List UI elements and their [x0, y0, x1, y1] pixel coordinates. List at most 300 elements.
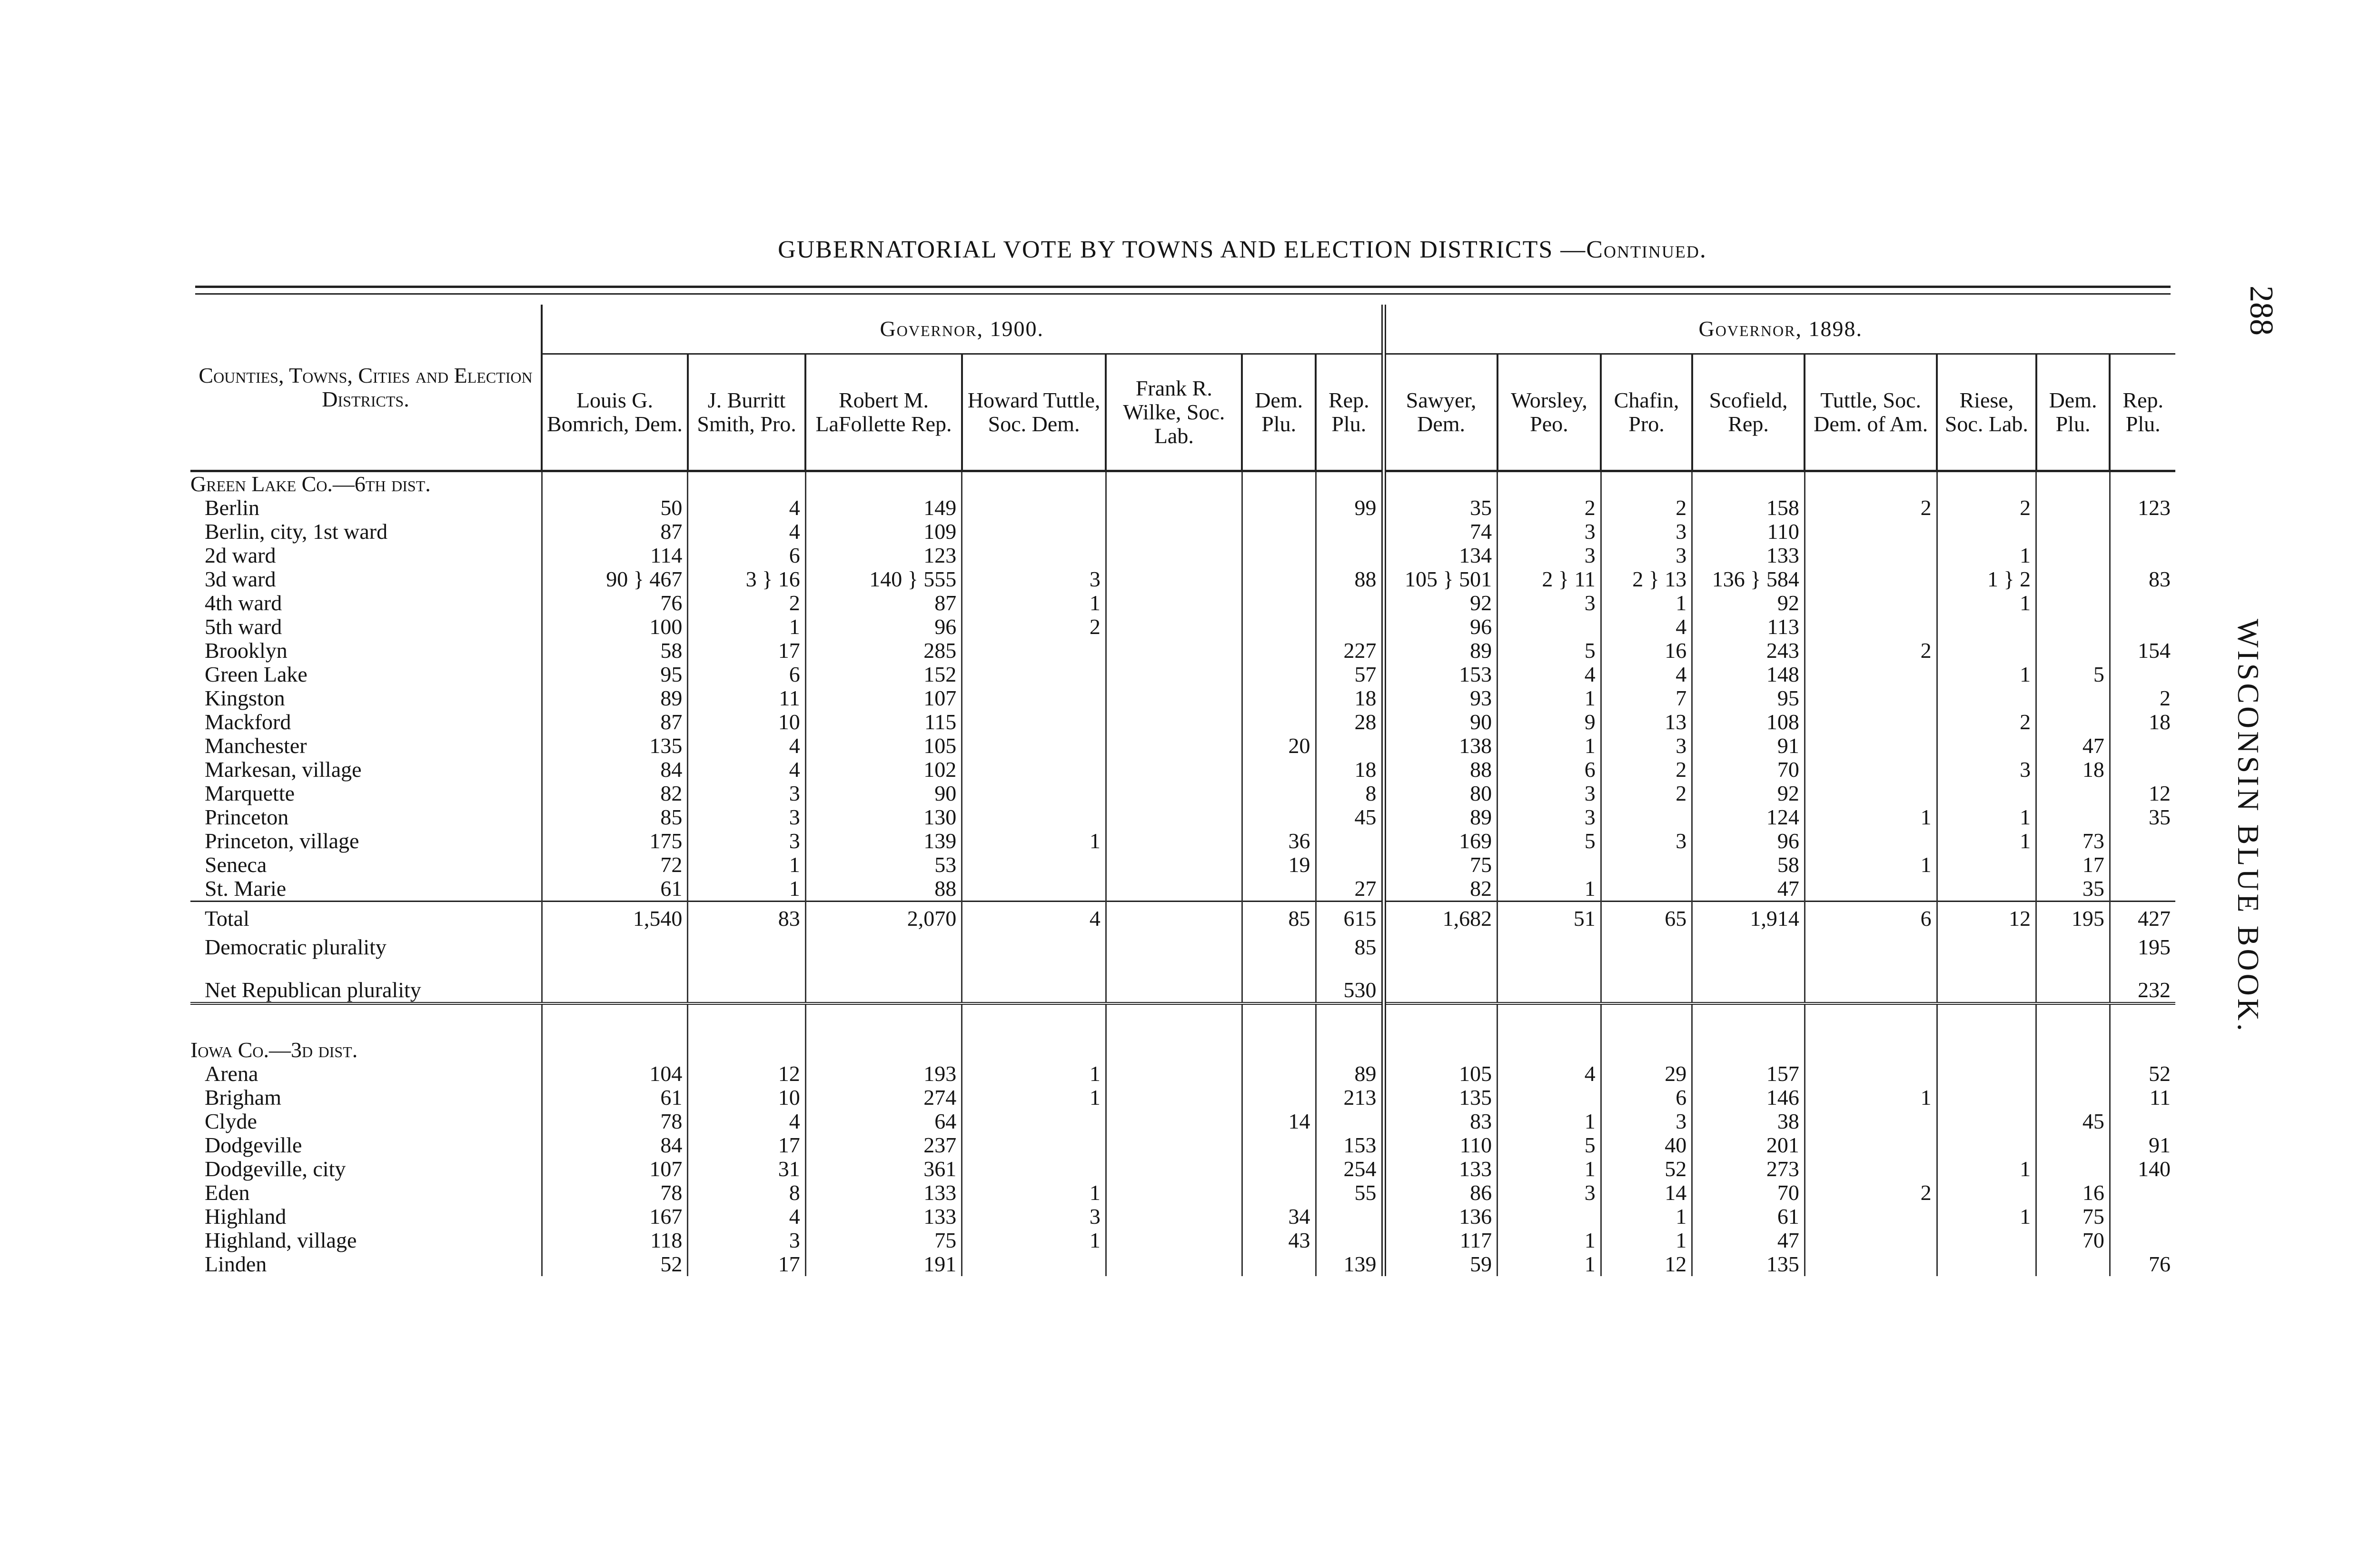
vote-cell	[962, 1133, 1106, 1157]
vote-cell: 38	[1692, 1110, 1805, 1133]
vote-cell: 153	[1384, 663, 1497, 686]
table-row	[190, 1038, 2175, 1062]
vote-cell	[1384, 471, 1497, 496]
vote-cell: 158	[1692, 496, 1805, 520]
vote-cell	[1937, 686, 2036, 710]
vote-cell	[2036, 1252, 2110, 1276]
vote-cell	[805, 471, 962, 496]
vote-cell: 274	[805, 1086, 962, 1110]
vote-cell	[1497, 1205, 1601, 1229]
vote-cell: 124	[1692, 805, 1805, 829]
vote-cell: 13	[1601, 710, 1692, 734]
vote-cell: 11	[2110, 1086, 2175, 1110]
vote-cell: 152	[805, 663, 962, 686]
vote-cell: 70	[1692, 1181, 1805, 1205]
vote-cell	[1692, 935, 1805, 959]
vote-cell: 530	[1316, 978, 1383, 1003]
vote-cell: 4	[1497, 1062, 1601, 1086]
vote-cell: 1	[1497, 734, 1601, 758]
vote-cell	[2036, 520, 2110, 544]
vote-cell	[542, 978, 688, 1003]
vote-cell: 29	[1601, 1062, 1692, 1086]
vote-cell: 89	[542, 686, 688, 710]
vote-cell: 6	[1497, 758, 1601, 782]
vote-cell: 35	[2110, 805, 2175, 829]
vote-cell	[962, 520, 1106, 544]
vote-cell: 1	[1601, 1205, 1692, 1229]
vote-cell: 133	[805, 1181, 962, 1205]
table-row	[190, 758, 2175, 782]
vote-cell: 1	[1937, 1157, 2036, 1181]
vote-cell	[962, 1110, 1106, 1133]
vote-cell	[1805, 544, 1937, 567]
vote-cell: 4	[1497, 663, 1601, 686]
vote-cell: 74	[1384, 520, 1497, 544]
vote-cell	[962, 471, 1106, 496]
table-row	[190, 1110, 2175, 1133]
vote-cell	[2110, 1229, 2175, 1252]
vote-cell: 110	[1384, 1133, 1497, 1157]
vote-cell	[962, 544, 1106, 567]
vote-cell	[1106, 591, 1242, 615]
vote-cell	[1106, 1110, 1242, 1133]
column-header: Dem. Plu.	[2036, 354, 2110, 471]
vote-cell	[1805, 663, 1937, 686]
vote-cell	[688, 959, 805, 978]
vote-cell: 3	[1601, 544, 1692, 567]
vote-cell: 6	[1805, 902, 1937, 936]
vote-cell: 83	[688, 902, 805, 936]
vote-cell: 427	[2110, 902, 2175, 936]
vote-cell: 76	[2110, 1252, 2175, 1276]
vote-cell	[1601, 978, 1692, 1003]
vote-cell	[2036, 1133, 2110, 1157]
vote-cell: 107	[542, 1157, 688, 1181]
vote-cell: 3	[1497, 520, 1601, 544]
header-group-1900: Governor, 1900.	[542, 305, 1384, 354]
vote-cell: 51	[1497, 902, 1601, 936]
vote-cell: 2	[1805, 496, 1937, 520]
vote-cell: 91	[2110, 1133, 2175, 1157]
vote-cell	[1106, 978, 1242, 1003]
row-label: 2d ward	[205, 543, 276, 567]
vote-cell	[1937, 782, 2036, 805]
vote-cell: 1	[1601, 1229, 1692, 1252]
vote-cell: 31	[688, 1157, 805, 1181]
vote-cell: 1	[962, 1062, 1106, 1086]
vote-cell: 6	[1601, 1086, 1692, 1110]
vote-cell: 169	[1384, 829, 1497, 853]
vote-cell: 134	[1384, 544, 1497, 567]
vote-cell	[1497, 1003, 1601, 1038]
vote-cell: 193	[805, 1062, 962, 1086]
column-header: Robert M. LaFollette Rep.	[805, 354, 962, 471]
vote-cell	[2036, 1062, 2110, 1086]
page-number: 288	[2243, 286, 2280, 336]
vote-cell: 2	[1601, 782, 1692, 805]
vote-cell: 45	[1316, 805, 1383, 829]
vote-cell	[2110, 1003, 2175, 1038]
vote-cell: 18	[1316, 758, 1383, 782]
vote-cell	[1937, 1062, 2036, 1086]
vote-cell: 4	[688, 520, 805, 544]
vote-cell	[1805, 1133, 1937, 1157]
vote-cell	[962, 1252, 1106, 1276]
vote-cell: 52	[1601, 1157, 1692, 1181]
vote-cell: 153	[1316, 1133, 1383, 1157]
vote-cell	[1316, 1003, 1383, 1038]
row-label	[190, 1003, 542, 1038]
vote-cell: 2	[962, 615, 1106, 639]
vote-cell	[1316, 544, 1383, 567]
vote-cell	[1805, 1252, 1937, 1276]
vote-cell: 1	[962, 829, 1106, 853]
vote-cell: 1	[1937, 829, 2036, 853]
column-header: Chafin, Pro.	[1601, 354, 1692, 471]
vote-cell	[2110, 959, 2175, 978]
vote-cell	[1692, 1003, 1805, 1038]
vote-cell: 3	[1601, 520, 1692, 544]
table-row	[190, 1003, 2175, 1038]
vote-cell: 3	[1937, 758, 2036, 782]
vote-cell	[1106, 1157, 1242, 1181]
vote-cell	[1805, 1229, 1937, 1252]
header-first: Counties, Towns, Cities and Election Districts.	[198, 363, 533, 411]
vote-cell: 1	[1497, 1229, 1601, 1252]
vote-cell: 87	[542, 710, 688, 734]
vote-cell: 123	[2110, 496, 2175, 520]
vote-cell: 18	[2110, 710, 2175, 734]
vote-cell: 12	[688, 1062, 805, 1086]
vote-cell: 86	[1384, 1181, 1497, 1205]
table-row	[190, 1181, 2175, 1205]
vote-cell: 5	[2036, 663, 2110, 686]
vote-cell: 16	[2036, 1181, 2110, 1205]
vote-cell	[1316, 1205, 1383, 1229]
vote-cell: 117	[1384, 1229, 1497, 1252]
vote-cell	[962, 1003, 1106, 1038]
vote-cell	[1497, 935, 1601, 959]
vote-cell: 1	[1497, 686, 1601, 710]
vote-table	[190, 305, 2175, 1276]
column-header: Howard Tuttle, Soc. Dem.	[962, 354, 1106, 471]
vote-cell: 28	[1316, 710, 1383, 734]
vote-cell	[1242, 1133, 1316, 1157]
row-label: 4th ward	[205, 591, 282, 615]
vote-cell: 139	[805, 829, 962, 853]
table-row	[190, 1229, 2175, 1252]
vote-cell: 100	[542, 615, 688, 639]
vote-cell	[688, 1038, 805, 1062]
vote-cell: 76	[542, 591, 688, 615]
row-label: 5th ward	[205, 614, 282, 639]
vote-cell: 2	[2110, 686, 2175, 710]
vote-cell: 157	[1692, 1062, 1805, 1086]
vote-cell: 3	[1497, 591, 1601, 615]
row-label: Arena	[205, 1061, 258, 1086]
vote-cell: 96	[1384, 615, 1497, 639]
row-label: Democratic plurality	[205, 935, 387, 959]
vote-cell: 72	[542, 853, 688, 877]
vote-cell	[2036, 1038, 2110, 1062]
vote-cell: 135	[1692, 1252, 1805, 1276]
vote-cell: 84	[542, 1133, 688, 1157]
vote-cell	[1106, 471, 1242, 496]
vote-cell	[962, 853, 1106, 877]
table-row	[190, 663, 2175, 686]
row-label: Brooklyn	[205, 638, 288, 663]
vote-cell: 84	[542, 758, 688, 782]
vote-cell: 1	[688, 853, 805, 877]
vote-cell: 92	[1692, 782, 1805, 805]
vote-cell	[2110, 471, 2175, 496]
vote-cell	[1106, 959, 1242, 978]
vote-cell	[1805, 978, 1937, 1003]
vote-cell: 4	[688, 758, 805, 782]
vote-cell	[1106, 1205, 1242, 1229]
vote-cell: 64	[805, 1110, 962, 1133]
vote-cell	[1805, 877, 1937, 902]
vote-cell: 3	[1497, 1181, 1601, 1205]
vote-cell	[2036, 471, 2110, 496]
vote-cell: 285	[805, 639, 962, 663]
vote-cell: 110	[1692, 520, 1805, 544]
vote-cell	[2110, 591, 2175, 615]
vote-cell	[962, 1038, 1106, 1062]
vote-cell	[1497, 1038, 1601, 1062]
vote-cell	[2110, 758, 2175, 782]
table-row	[190, 1086, 2175, 1110]
vote-cell	[1242, 1157, 1316, 1181]
vote-cell	[1106, 663, 1242, 686]
vote-cell: 12	[2110, 782, 2175, 805]
column-header: Scofield, Rep.	[1692, 354, 1805, 471]
vote-cell	[1106, 1062, 1242, 1086]
vote-cell	[1805, 959, 1937, 978]
vote-cell	[2110, 734, 2175, 758]
vote-cell	[1937, 978, 2036, 1003]
table-row	[190, 686, 2175, 710]
vote-cell: 73	[2036, 829, 2110, 853]
vote-cell	[1242, 686, 1316, 710]
vote-cell: 20	[1242, 734, 1316, 758]
vote-cell: 4	[688, 496, 805, 520]
vote-cell	[2036, 591, 2110, 615]
vote-cell: 8	[1316, 782, 1383, 805]
vote-cell	[1937, 853, 2036, 877]
title-rule-2	[195, 293, 2171, 295]
vote-cell: 1,682	[1384, 902, 1497, 936]
vote-cell: 105 } 501	[1384, 567, 1497, 591]
vote-cell: 18	[1316, 686, 1383, 710]
vote-cell	[1106, 935, 1242, 959]
vote-cell	[1316, 829, 1383, 853]
vote-cell: 61	[542, 1086, 688, 1110]
vote-cell	[1106, 567, 1242, 591]
vote-cell: 154	[2110, 639, 2175, 663]
vote-cell	[1692, 978, 1805, 1003]
vote-cell: 2	[1497, 496, 1601, 520]
table-row	[190, 829, 2175, 853]
vote-cell	[1497, 978, 1601, 1003]
vote-cell	[2036, 544, 2110, 567]
vote-cell	[1106, 1229, 1242, 1252]
vote-cell: 89	[1316, 1062, 1383, 1086]
vote-cell: 243	[1692, 639, 1805, 663]
vote-cell	[1937, 639, 2036, 663]
vote-cell	[1937, 1133, 2036, 1157]
vote-cell	[1242, 591, 1316, 615]
vote-cell	[962, 935, 1106, 959]
vote-cell	[962, 978, 1106, 1003]
vote-cell: 107	[805, 686, 962, 710]
row-label: Highland, village	[205, 1228, 357, 1252]
vote-cell: 123	[805, 544, 962, 567]
vote-cell	[2110, 829, 2175, 853]
vote-cell: 17	[688, 1252, 805, 1276]
vote-cell: 9	[1497, 710, 1601, 734]
vote-cell	[805, 935, 962, 959]
vote-cell: 55	[1316, 1181, 1383, 1205]
table-row	[190, 471, 2175, 496]
table-row	[190, 520, 2175, 544]
vote-cell	[1106, 496, 1242, 520]
vote-cell: 4	[688, 734, 805, 758]
row-label: Dodgeville, city	[205, 1157, 346, 1181]
row-label: Princeton	[205, 805, 289, 829]
vote-cell	[2110, 544, 2175, 567]
vote-cell: 58	[1692, 853, 1805, 877]
vote-cell: 88	[1316, 567, 1383, 591]
vote-cell	[2110, 877, 2175, 902]
vote-cell: 615	[1316, 902, 1383, 936]
vote-cell: 114	[542, 544, 688, 567]
vote-cell: 1	[1937, 805, 2036, 829]
vote-cell: 3	[1601, 829, 1692, 853]
vote-cell: 52	[542, 1252, 688, 1276]
vote-cell: 88	[1384, 758, 1497, 782]
vote-cell	[1316, 1038, 1383, 1062]
vote-cell: 146	[1692, 1086, 1805, 1110]
title-suffix: —Continued.	[1560, 236, 1707, 263]
vote-cell: 140	[2110, 1157, 2175, 1181]
vote-cell	[1497, 615, 1601, 639]
table-row	[190, 544, 2175, 567]
vote-cell	[688, 1003, 805, 1038]
vote-cell: 92	[1692, 591, 1805, 615]
table-row	[190, 567, 2175, 591]
vote-cell	[2036, 805, 2110, 829]
row-label: St. Marie	[205, 876, 287, 901]
vote-cell	[1106, 544, 1242, 567]
vote-cell	[1242, 1086, 1316, 1110]
vote-cell	[1316, 1110, 1383, 1133]
vote-cell	[1805, 1205, 1937, 1229]
row-label: Net Republican plurality	[205, 978, 421, 1002]
row-label: Highland	[205, 1204, 287, 1229]
vote-cell: 133	[805, 1205, 962, 1229]
vote-cell	[2110, 663, 2175, 686]
vote-cell	[962, 1157, 1106, 1181]
vote-cell: 40	[1601, 1133, 1692, 1157]
table-row	[190, 1133, 2175, 1157]
vote-cell: 85	[542, 805, 688, 829]
vote-cell: 12	[1601, 1252, 1692, 1276]
vote-cell	[1805, 710, 1937, 734]
column-header: Riese, Soc. Lab.	[1937, 354, 2036, 471]
column-header: Sawyer, Dem.	[1384, 354, 1497, 471]
vote-cell: 108	[1692, 710, 1805, 734]
vote-cell	[1384, 1038, 1497, 1062]
table-row	[190, 1062, 2175, 1086]
vote-cell: 17	[688, 1133, 805, 1157]
vote-cell: 16	[1601, 639, 1692, 663]
vote-cell: 2	[688, 591, 805, 615]
vote-cell: 14	[1601, 1181, 1692, 1205]
vote-cell	[1937, 615, 2036, 639]
vote-cell	[1497, 1086, 1601, 1110]
vote-cell	[1601, 1003, 1692, 1038]
row-label: Kingston	[205, 686, 285, 710]
vote-cell: 93	[1384, 686, 1497, 710]
vote-cell	[2110, 1205, 2175, 1229]
vote-cell: 1	[962, 591, 1106, 615]
vote-cell	[2036, 935, 2110, 959]
vote-cell	[962, 686, 1106, 710]
vote-cell: 130	[805, 805, 962, 829]
vote-cell: 1	[962, 1181, 1106, 1205]
vote-cell	[1601, 959, 1692, 978]
vote-cell	[1601, 853, 1692, 877]
vote-cell	[542, 1038, 688, 1062]
vote-cell: 91	[1692, 734, 1805, 758]
column-header: Rep. Plu.	[1316, 354, 1383, 471]
vote-cell	[2036, 615, 2110, 639]
vote-cell	[1106, 686, 1242, 710]
vote-cell	[1106, 1086, 1242, 1110]
vote-cell	[1242, 520, 1316, 544]
vote-cell	[2036, 1157, 2110, 1181]
vote-cell: 5	[1497, 1133, 1601, 1157]
vote-cell	[1242, 1181, 1316, 1205]
vote-cell: 1	[1937, 544, 2036, 567]
vote-cell: 118	[542, 1229, 688, 1252]
vote-cell: 133	[1384, 1157, 1497, 1181]
vote-cell	[1805, 520, 1937, 544]
vote-cell	[1242, 496, 1316, 520]
vote-cell: 3	[1601, 1110, 1692, 1133]
vote-cell: 34	[1242, 1205, 1316, 1229]
vote-cell	[2036, 959, 2110, 978]
row-label: Clyde	[205, 1109, 257, 1133]
vote-cell: 12	[1937, 902, 2036, 936]
vote-cell: 87	[542, 520, 688, 544]
table-row	[190, 805, 2175, 829]
vote-cell	[962, 496, 1106, 520]
vote-cell	[688, 471, 805, 496]
vote-cell: 213	[1316, 1086, 1383, 1110]
vote-cell	[962, 710, 1106, 734]
vote-cell: 3	[1601, 734, 1692, 758]
vote-cell	[805, 959, 962, 978]
vote-cell: 35	[1384, 496, 1497, 520]
table-row	[190, 496, 2175, 520]
vote-cell	[1242, 935, 1316, 959]
vote-cell	[1937, 1252, 2036, 1276]
vote-cell: 17	[688, 639, 805, 663]
vote-cell	[2036, 710, 2110, 734]
vote-cell: 1	[1601, 591, 1692, 615]
